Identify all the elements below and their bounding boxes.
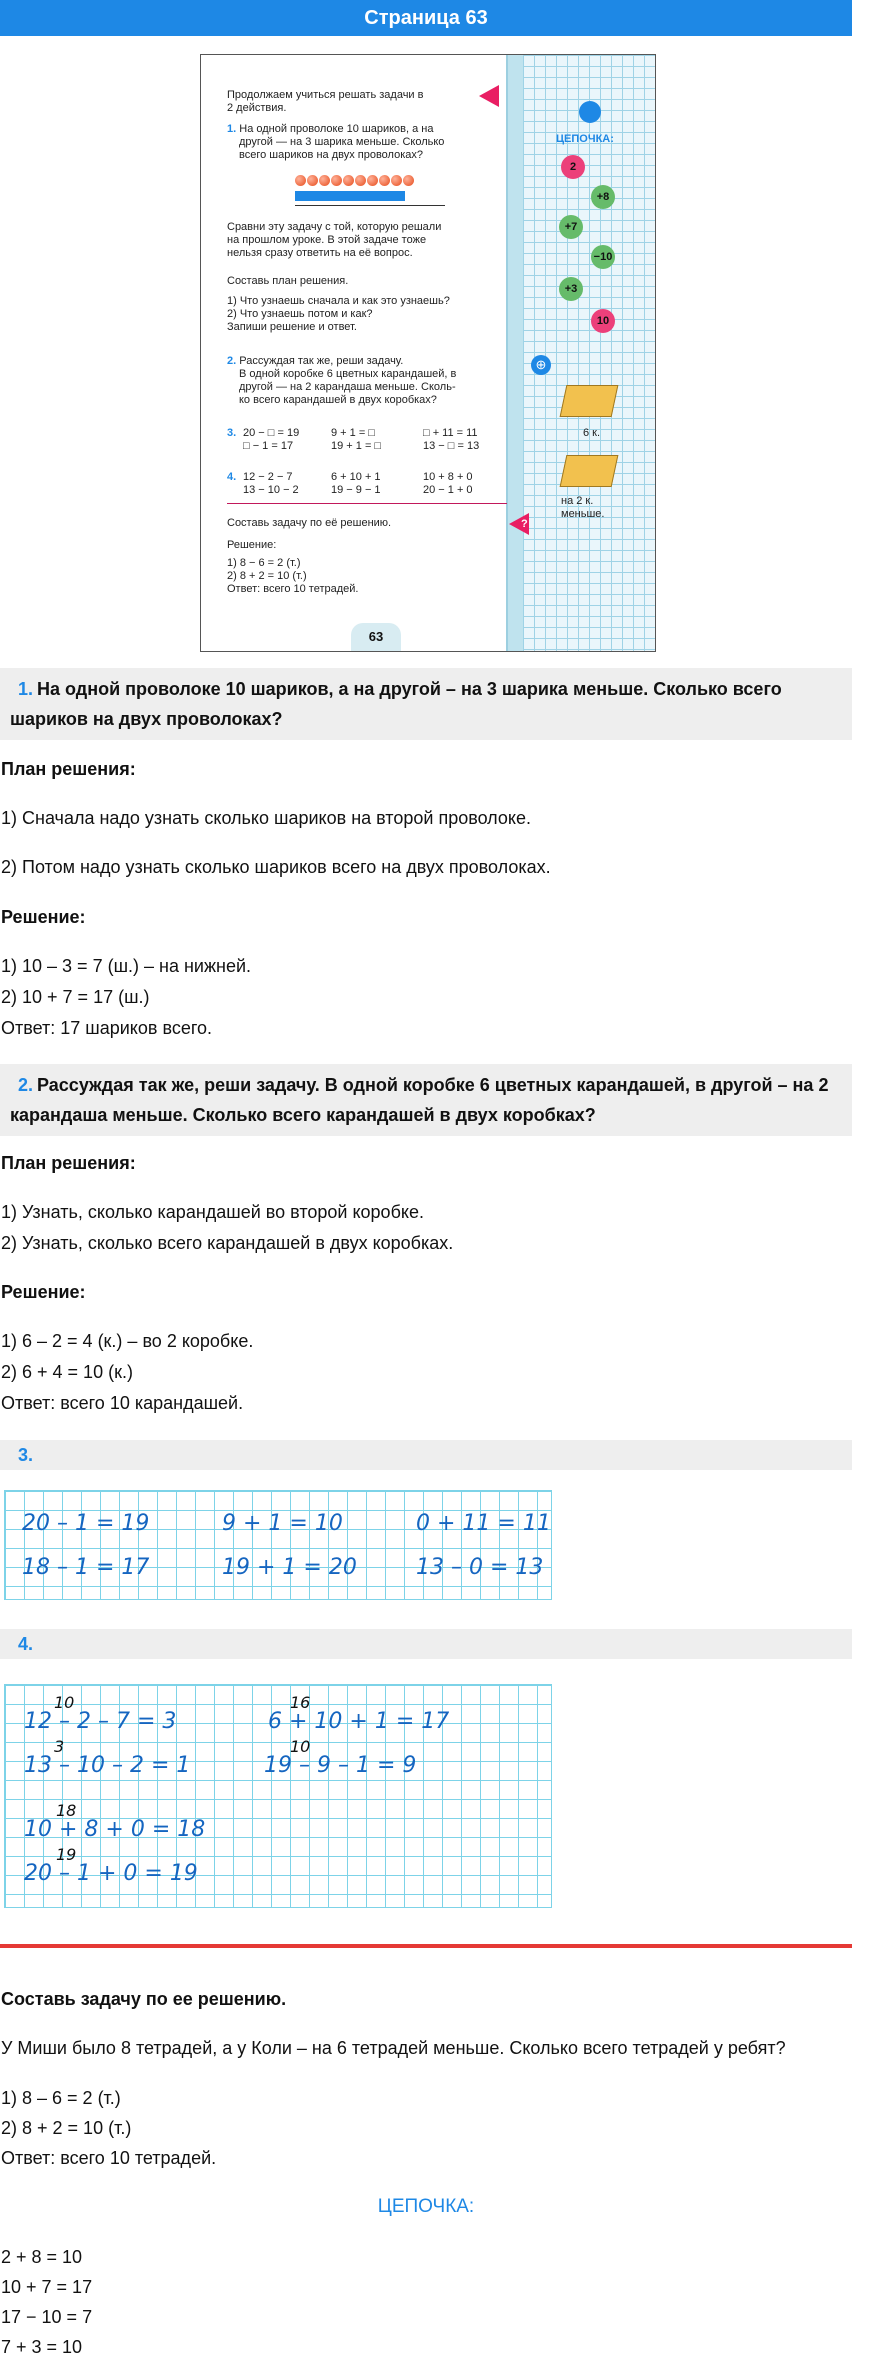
task1-text: На одной проволоке 10 шариков, а на другой – на 3 шарика меньше. Сколько всего шариков на двух проволоках? xyxy=(10,679,782,729)
pencil-box-icon xyxy=(560,455,619,487)
chain-circle: +7 xyxy=(559,215,583,239)
book-task3-col xyxy=(423,427,479,453)
chain-line: 7 + 3 = 10 xyxy=(1,2337,83,2357)
book-task4-col xyxy=(423,471,473,497)
book-task3-col xyxy=(243,427,299,453)
section-divider xyxy=(0,1944,852,1948)
book-solution-line: Ответ: всего 10 тетрадей. xyxy=(227,583,359,595)
task3-header: 3. xyxy=(0,1440,852,1470)
book-task3-col xyxy=(331,427,381,453)
book-eq: □ + 11 = 11 xyxy=(423,427,478,439)
chain-line: 2 + 8 = 10 xyxy=(1,2247,83,2267)
book-solution-line: 1) 8 − 6 = 2 (т.) xyxy=(227,557,301,569)
task4-expression: 19 – 9 – 1 = 9 xyxy=(264,1753,417,1778)
book-task1-line: всего шариков на двух проволоках? xyxy=(239,149,424,161)
task4-expression: 10 + 8 + 0 = 18 xyxy=(24,1817,206,1842)
book-eq: 13 − □ = 13 xyxy=(423,440,480,452)
book-task2-line: другой — на 2 карандаша меньше. Сколь- xyxy=(239,381,456,393)
book-compare xyxy=(227,221,441,260)
task2-answer: Ответ: всего 10 карандашей. xyxy=(1,1393,244,1413)
book-task2-line: ко всего карандашей в двух коробках? xyxy=(239,394,437,406)
box2-label-line: меньше. xyxy=(561,508,605,520)
chain-circle: 2 xyxy=(561,155,585,179)
task4-expression: 6 + 10 + 1 = 17 xyxy=(268,1709,450,1734)
book-expr: 13 − 10 − 2 xyxy=(243,484,299,496)
chain-line: 17 − 10 = 7 xyxy=(1,2307,93,2327)
book-task2-line: В одной коробке 6 цветных карандашей, в xyxy=(239,368,457,380)
book-expr: 19 − 9 − 1 xyxy=(331,484,381,496)
task3-equation: 20 – 1 = 19 xyxy=(22,1511,150,1536)
task4-expression: 20 – 1 + 0 = 19 xyxy=(24,1861,198,1886)
book-plan-questions xyxy=(227,295,450,334)
book-task2-line: Рассуждая так же, реши задачу. xyxy=(239,355,404,367)
chain-line: 10 + 7 = 17 xyxy=(1,2277,93,2297)
task3-equation: 0 + 11 = 11 xyxy=(416,1511,551,1536)
chain-circle: +3 xyxy=(559,277,583,301)
task4-note: 16 xyxy=(290,1693,311,1712)
task4-note: 10 xyxy=(290,1737,311,1756)
task4-header: 4. xyxy=(0,1629,852,1659)
box1-label: 6 к. xyxy=(583,427,601,439)
task1-solution-label: Решение: xyxy=(1,907,86,927)
task3-grid xyxy=(4,1490,552,1600)
task3-equation: 18 – 1 = 17 xyxy=(22,1555,150,1580)
globe-icon: ⊕ xyxy=(531,355,551,375)
triangle-marker-icon xyxy=(479,85,499,107)
book-task1-num: 1. xyxy=(227,123,237,135)
task2-plan-step: 1) Узнать, сколько карандашей во второй коробке. xyxy=(1,1202,424,1222)
book-expr: 10 + 8 + 0 xyxy=(423,471,473,483)
book-task3-num: 3. xyxy=(227,427,237,439)
book-task1 xyxy=(227,123,444,162)
page-title: Страница 63 xyxy=(0,0,852,36)
beads-illustration xyxy=(295,173,445,187)
book-expr: 20 − 1 + 0 xyxy=(423,484,473,496)
book-plan-q: 2) Что узнаешь потом и как? xyxy=(227,308,373,320)
pencil-box-icon xyxy=(560,385,619,417)
book-eq: □ − 1 = 17 xyxy=(243,440,294,452)
compose-answer: Ответ: всего 10 тетрадей. xyxy=(1,2148,217,2168)
book-compose: Составь задачу по её решению. xyxy=(227,517,392,529)
book-task1-line: другой — на 3 шарика меньше. Сколько xyxy=(239,136,445,148)
logo-icon xyxy=(579,101,601,123)
book-compare-line: нельзя сразу ответить на её вопрос. xyxy=(227,247,413,259)
book-intro-line: 2 действия. xyxy=(227,102,287,114)
task1-plan-step: 1) Сначала надо узнать сколько шариков на второй проволоке. xyxy=(1,808,531,828)
book-task4-col xyxy=(243,471,299,497)
task4-note: 10 xyxy=(54,1693,75,1712)
book-intro xyxy=(227,89,423,115)
task4-note: 19 xyxy=(56,1845,77,1864)
compose-text: У Миши было 8 тетрадей, а у Коли – на 6 тетрадей меньше. Сколько всего тетрадей у ребят? xyxy=(1,2038,786,2058)
task2-number: 2. xyxy=(18,1075,34,1095)
task3-equation: 19 + 1 = 20 xyxy=(222,1555,357,1580)
task1-solution-line: 2) 10 + 7 = 17 (ш.) xyxy=(1,987,150,1007)
question-mark: ? xyxy=(521,518,528,530)
book-task4 xyxy=(227,471,236,484)
compose-title: Составь задачу по ее решению. xyxy=(1,1989,287,2009)
task1-header xyxy=(0,668,852,740)
book-task2 xyxy=(227,355,456,407)
book-plan-q: 1) Что узнаешь сначала и как это узнаешь? xyxy=(227,295,450,307)
book-eq: 19 + 1 = □ xyxy=(331,440,382,452)
task2-solution-line: 1) 6 – 2 = 4 (к.) – во 2 коробке. xyxy=(1,1331,254,1351)
task2-header xyxy=(0,1064,852,1136)
book-plan-q: Запиши решение и ответ. xyxy=(227,321,357,333)
book-plan-title: Составь план решения. xyxy=(227,275,349,287)
task4-expression: 13 – 10 – 2 = 1 xyxy=(24,1753,191,1778)
black-wire-line xyxy=(295,205,445,206)
book-task4-col xyxy=(331,471,381,497)
book-intro-line: Продолжаем учиться решать задачи в xyxy=(227,89,424,101)
book-compare-line: на прошлом уроке. В этой задаче тоже xyxy=(227,234,427,246)
book-chain-label: ЦЕПОЧКА: xyxy=(556,133,614,145)
book-task2-num: 2. xyxy=(227,355,237,367)
book-solution-label: Решение: xyxy=(227,539,277,551)
blue-wire-bar xyxy=(295,191,405,201)
task1-plan-step: 2) Потом надо узнать сколько шариков всего на двух проволоках. xyxy=(1,857,551,877)
task1-plan-label: План решения: xyxy=(1,759,136,779)
chain-circle: −10 xyxy=(591,245,615,269)
chain-circle: 10 xyxy=(591,309,615,333)
divider xyxy=(227,503,507,504)
chain-title: ЦЕПОЧКА: xyxy=(377,2196,475,2217)
task4-note: 3 xyxy=(54,1737,65,1756)
textbook-page xyxy=(200,54,656,652)
task2-solution-line: 2) 6 + 4 = 10 (к.) xyxy=(1,1362,133,1382)
task2-plan-step: 2) Узнать, сколько всего карандашей в двух коробках. xyxy=(1,1233,454,1253)
book-task1-line: На одной проволоке 10 шариков, а на xyxy=(239,123,434,135)
book-page-number: 63 xyxy=(351,623,401,651)
task4-expression: 12 – 2 – 7 = 3 xyxy=(24,1709,177,1734)
book-task3 xyxy=(227,427,236,440)
task1-number: 1. xyxy=(18,679,34,699)
box2-label-line: на 2 к. xyxy=(561,495,594,507)
book-eq: 9 + 1 = □ xyxy=(331,427,375,439)
book-expr: 6 + 10 + 1 xyxy=(331,471,381,483)
box2-label xyxy=(561,495,604,521)
task4-note: 18 xyxy=(56,1801,77,1820)
task3-equation: 9 + 1 = 10 xyxy=(222,1511,343,1536)
task2-solution-label: Решение: xyxy=(1,1282,86,1302)
compose-solution-line: 2) 8 + 2 = 10 (т.) xyxy=(1,2118,132,2138)
book-task4-num: 4. xyxy=(227,471,237,483)
book-solution xyxy=(227,557,358,596)
task1-solution-line: 1) 10 – 3 = 7 (ш.) – на нижней. xyxy=(1,956,252,976)
task2-text: Рассуждая так же, реши задачу. В одной коробке 6 цветных карандашей, в другой – на 2 карандаша меньше. Сколько всего карандашей в двух коробках? xyxy=(10,1075,829,1125)
book-compare-line: Сравни эту задачу с той, которую решали xyxy=(227,221,442,233)
task1-answer: Ответ: 17 шариков всего. xyxy=(1,1018,213,1038)
task3-equation: 13 – 0 = 13 xyxy=(416,1555,544,1580)
book-eq: 20 − □ = 19 xyxy=(243,427,300,439)
task2-plan-label: План решения: xyxy=(1,1153,136,1173)
chain-circle: +8 xyxy=(591,185,615,209)
book-expr: 12 − 2 − 7 xyxy=(243,471,293,483)
book-solution-line: 2) 8 + 2 = 10 (т.) xyxy=(227,570,307,582)
compose-solution-line: 1) 8 – 6 = 2 (т.) xyxy=(1,2088,121,2108)
